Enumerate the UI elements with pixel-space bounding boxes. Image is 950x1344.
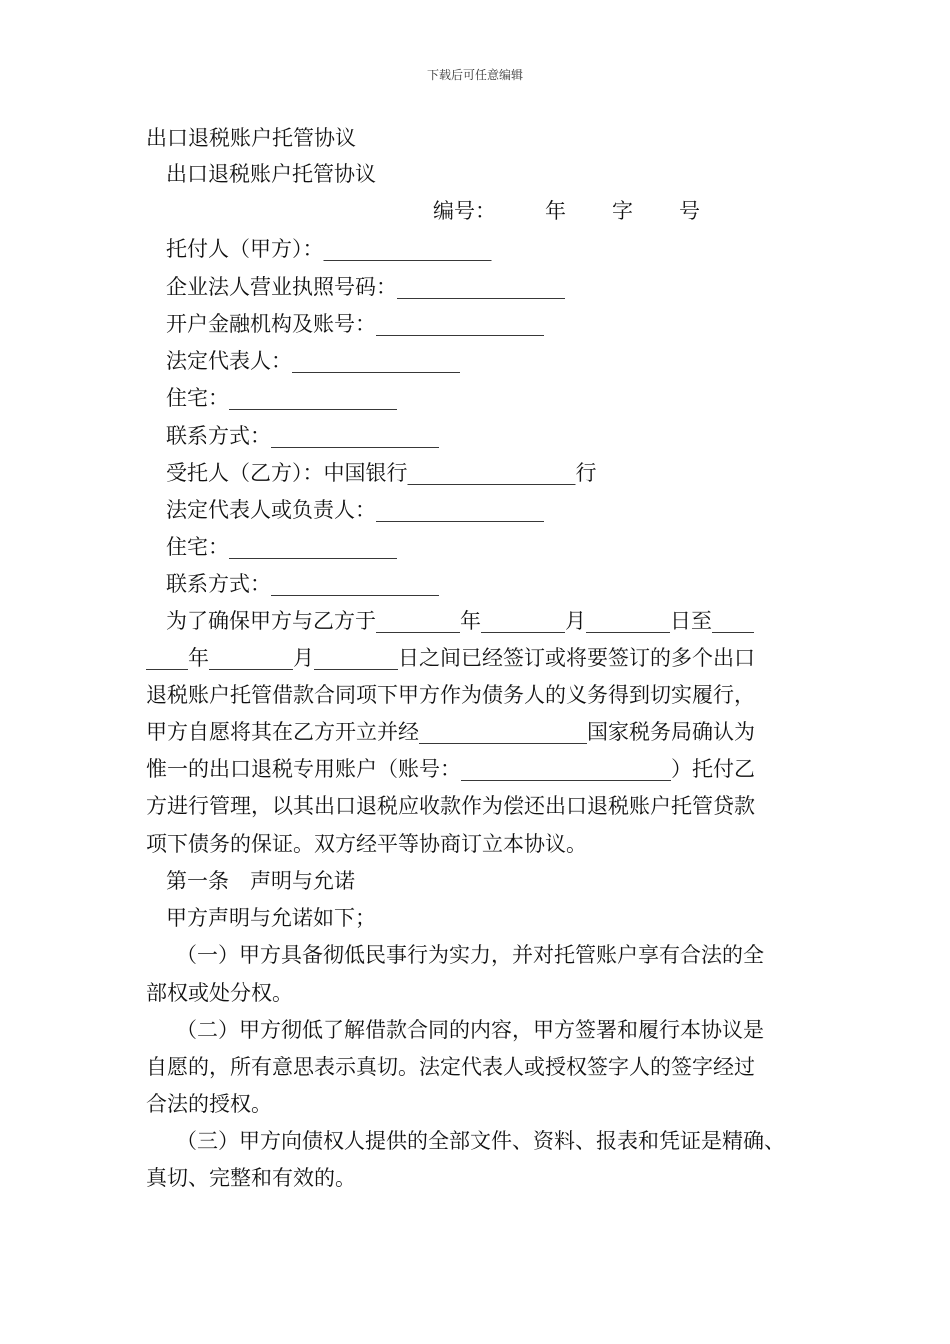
- document-title: 出口退税账户托管协议: [146, 126, 356, 150]
- field-license-number: 企业法人营业执照号码：________________: [166, 275, 565, 299]
- page-header: 下载后可任意编辑: [426, 68, 523, 82]
- field-legal-rep: 法定代表人：________________: [166, 349, 460, 373]
- preamble-line: 方进行管理，以其出口退税应收款作为偿还出口退税账户托管贷款: [146, 794, 755, 818]
- clause-line: 自愿的，所有意思表示真切。法定代表人或授权签字人的签字经过: [146, 1055, 755, 1079]
- field-trustee-contact: 联系方式：________________: [166, 572, 439, 596]
- article-1-heading: 第一条 声明与允诺: [166, 869, 355, 893]
- number-year: 年: [545, 199, 566, 223]
- clause-line: 合法的授权。: [146, 1092, 272, 1116]
- preamble-line: 甲方自愿将其在乙方开立并经________________国家税务局确认为: [146, 720, 755, 744]
- clause-line: （二）甲方彻低了解借款合同的内容，甲方签署和履行本协议是: [176, 1018, 764, 1042]
- field-bank-account: 开户金融机构及账号：________________: [166, 312, 544, 336]
- clause-line: （三）甲方向债权人提供的全部文件、资料、报表和凭证是精确、: [176, 1129, 785, 1153]
- field-contact: 联系方式：________________: [166, 424, 439, 448]
- field-trustee-residence: 住宅：________________: [166, 535, 397, 559]
- field-residence: 住宅：________________: [166, 386, 397, 410]
- preamble-line: 项下债务的保证。双方经平等协商订立本协议。: [146, 832, 587, 856]
- preamble-line: ____年________月________日之间已经签订或将要签订的多个出口: [146, 646, 755, 670]
- number-hao: 号: [679, 199, 700, 223]
- field-trustee-rep: 法定代表人或负责人：________________: [166, 498, 544, 522]
- field-principal: 托付人（甲方）：________________: [166, 237, 492, 261]
- document-subtitle: 出口退税账户托管协议: [166, 162, 376, 186]
- clause-line: 部权或处分权。: [146, 981, 293, 1005]
- preamble-line: 退税账户托管借款合同项下甲方作为债务人的义务得到切实履行，: [146, 683, 755, 707]
- field-trustee: 受托人（乙方）：中国银行________________行: [166, 461, 597, 485]
- number-label: 编号：: [433, 199, 496, 223]
- preamble-line: 为了确保甲方与乙方于________年________月________日至____: [166, 609, 754, 633]
- preamble-line: 惟一的出口退税专用账户（账号：____________________）托付乙: [146, 757, 755, 781]
- number-zi: 字: [612, 199, 633, 223]
- clause-line: （一）甲方具备彻低民事行为实力，并对托管账户享有合法的全: [176, 943, 764, 967]
- clause-line: 真切、完整和有效的。: [146, 1166, 356, 1190]
- article-1-intro: 甲方声明与允诺如下；: [166, 906, 376, 930]
